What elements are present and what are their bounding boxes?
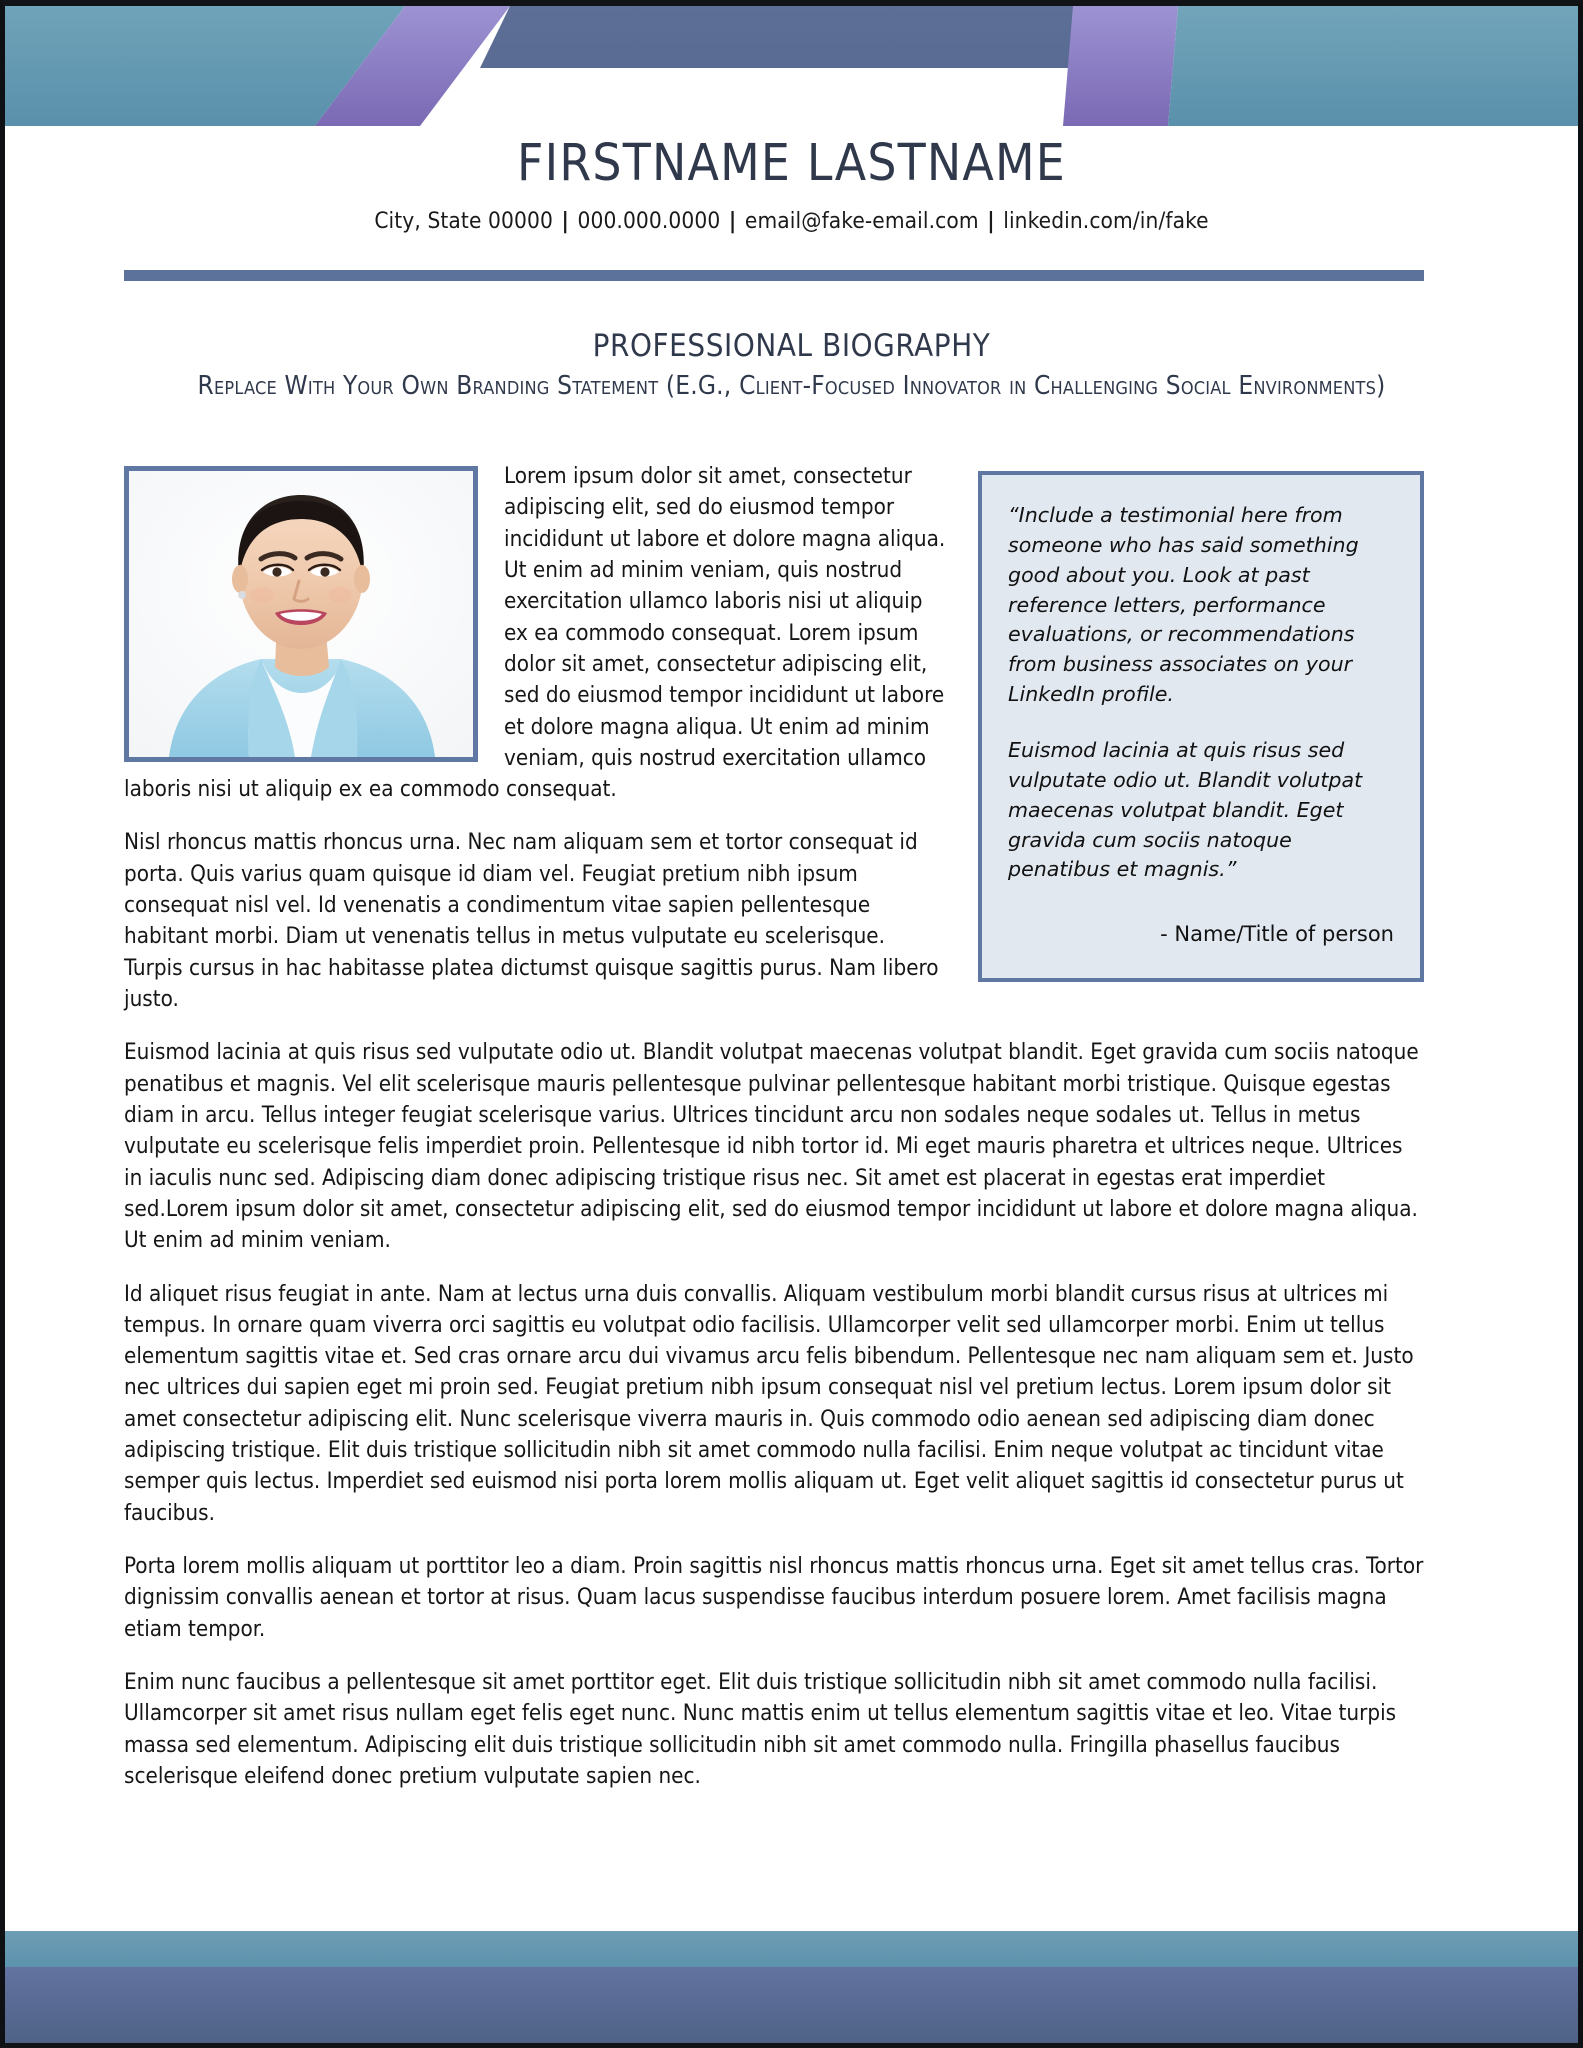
body-paragraph-6: Enim nunc faucibus a pellentesque sit amet porttitor eget. Elit duis tristique sollicitudin nibh sit amet commodo nulla facilisi. Ullamcorper sit amet risus nullam eget felis eget nunc. Nunc mattis enim ut tellus elementum sagittis vitae et leo. Vitae turpis massa sed elementum. Adipiscing elit duis tristique sollicitudin nibh sit amet commodo nulla. Fringilla phasellus faucibus scelerisque eleifend donec pretium vulputate sapien nec.	[124, 1668, 1397, 1789]
contact-separator-1: |	[561, 208, 569, 234]
body-paragraph-2: Nisl rhoncus mattis rhoncus urna. Nec nam aliquam sem et tortor consequat id porta. Quis varius quam quisque id diam vel. Feugiat pretium nibh ipsum consequat nisl vel. Id venenatis a condimentum vitae sapien pellentesque habitant morbi. Diam ut venenatis tellus in metus vulputate eu scelerisque. Turpis cursus in hac habitasse platea dictumst quisque sagittis purus. Nam libero justo.	[124, 829, 939, 1012]
footer-band-teal	[5, 1931, 1578, 1967]
contact-separator-2: |	[728, 208, 737, 234]
banner-shape-purple-right	[1063, 6, 1178, 126]
contact-separator-3: |	[987, 208, 995, 234]
contact-email[interactable]: email@fake-email.com	[744, 208, 979, 234]
testimonial-quote-2: Euismod lacinia at quis risus sed vulputate odio ut. Blandit volutpat maecenas volutpat blandit. Eget gravida cum sociis natoque penatibus et magnis.”	[1008, 738, 1363, 882]
page-title: FIRSTNAME LASTNAME	[517, 134, 1066, 193]
testimonial-box	[978, 471, 1424, 982]
banner-shape-slate-center-fill	[482, 6, 1073, 68]
body-paragraph-1: Lorem ipsum dolor sit amet, consectetur adipiscing elit, sed do eiusmod tempor incididunt ut labore et dolore magna aliqua. Ut enim ad minim veniam, quis nostrud exercitation ullamco laboris nisi ut aliquip ex ea commodo consequat. Lorem ipsum dolor sit amet, consectetur adipiscing elit, sed do eiusmod tempor incididunt ut labore et dolore magna aliqua. Ut enim ad minim veniam, quis nostrud exercitation ullamco laboris nisi ut aliquip ex ea commodo consequat.	[124, 463, 946, 803]
contact-phone: 000.000.0000	[577, 208, 721, 234]
contact-line	[5, 208, 1578, 234]
portrait-photo-image	[129, 471, 473, 757]
body-paragraph-5: Porta lorem mollis aliquam ut porttitor leo a diam. Proin sagittis nisl rhoncus mattis rhoncus urna. Eget sit amet tellus cras. Tortor dignissim convallis aenean et tortor at risus. Quam lacus suspendisse faucibus interdum posuere lorem. Amet facilisis magna etiam tempor.	[124, 1553, 1424, 1642]
testimonial-quote-1: “Include a testimonial here from someone who has said something good about you. Look at past reference letters, performance evaluations, or recommendations from business associates on your LinkedIn profile.	[1008, 503, 1359, 707]
contact-linkedin[interactable]: linkedin.com/in/fake	[1003, 208, 1209, 234]
biography-content	[124, 461, 1424, 1814]
section-heading-professional-biography: PROFESSIONAL BIOGRAPHY	[592, 328, 991, 364]
footer-band-blue	[5, 1967, 1578, 2043]
branding-statement: Replace With Your Own Branding Statement (E.G., Client-Focused Innovator in Challenging Social Environments)	[197, 371, 1386, 401]
header-decorative-banner	[5, 6, 1578, 126]
header-divider-rule	[124, 270, 1424, 281]
contact-location: City, State 00000	[374, 208, 553, 234]
banner-shape-teal-right	[1168, 6, 1578, 126]
header-banner-graphic	[5, 6, 1578, 126]
body-paragraph-3: Euismod lacinia at quis risus sed vulputate odio ut. Blandit volutpat maecenas volutpat blandit. Eget gravida cum sociis natoque penatibus et magnis. Vel elit scelerisque mauris pellentesque pulvinar pellentesque habitant morbi tristique. Quisque egestas diam in arcu. Tellus integer feugiat scelerisque varius. Ultrices tincidunt arcu non sodales neque sodales ut. Tellus in metus vulputate eu scelerisque felis imperdiet proin. Pellentesque id nibh tortor id. Mi eget mauris pharetra et ultrices neque. Ultrices in iaculis nunc sed. Adipiscing diam donec adipiscing tristique risus nec. Sit amet est placerat in egestas erat imperdiet sed.Lorem ipsum dolor sit amet, consectetur adipiscing elit, sed do eiusmod tempor incididunt ut labore et dolore magna aliqua. Ut enim ad minim veniam.	[124, 1039, 1419, 1254]
testimonial-attribution: - Name/Title of person	[1160, 922, 1394, 947]
body-paragraph-4: Id aliquet risus feugiat in ante. Nam at lectus urna duis convallis. Aliquam vestibulum morbi blandit cursus risus at ultrices mi tempus. In ornare quam viverra orci sagittis eu volutpat odio facilisis. Ullamcorper velit sed ullamcorper morbi. Enim ut tellus elementum sagittis vitae et. Sed cras ornare arcu dui vivamus arcu felis bibendum. Pellentesque nec nam aliquam sem et. Justo nec ultrices dui sapien eget mi proin sed. Feugiat pretium nibh ipsum consequat nisl vel pretium lectus. Lorem ipsum dolor sit amet consectetur adipiscing elit. Nunc scelerisque viverra mauris in. Quis commodo odio aenean sed adipiscing diam donec adipiscing tristique. Elit duis tristique sollicitudin nibh sit amet commodo nulla facilisi. Enim neque volutpat ac tincidunt vitae semper quis lectus. Imperdiet sed euismod nisi porta lorem mollis aliquam ut. Eget velit aliquet sagittis id consectetur purus ut faucibus.	[124, 1280, 1414, 1526]
portrait-photo	[124, 466, 478, 762]
